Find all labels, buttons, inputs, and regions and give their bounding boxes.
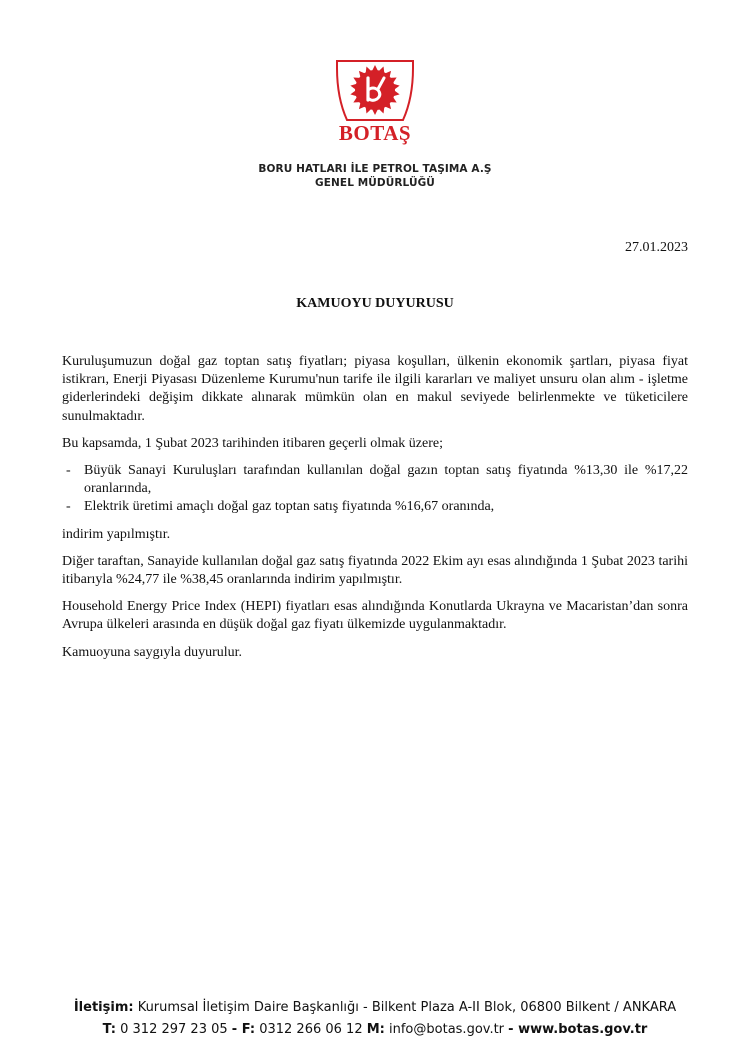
list-item-text: Büyük Sanayi Kuruluşları tarafından kullanılan doğal gazın toptan satış fiyatında %13,30 ile %17,22 oranlarında,	[84, 463, 688, 497]
company-name-line-2: GENEL MÜDÜRLÜĞÜ	[315, 177, 435, 189]
paragraph-closing: Kamuoyuna saygıyla duyurulur.	[62, 644, 243, 660]
contact-address: Kurumsal İletişim Daire Başkanlığı - Bilkent Plaza A-II Blok, 06800 Bilkent / ANKARA	[133, 1000, 677, 1015]
email-link[interactable]: info@botas.gov.tr	[384, 1022, 509, 1037]
botas-logo	[333, 58, 417, 150]
document-date: 27.01.2023	[625, 240, 688, 255]
paragraph-discount-made: indirim yapılmıştır.	[62, 526, 171, 542]
paragraph-industry-discount: Diğer taraftan, Sanayide kullanılan doğal gaz satış fiyatında 2022 Ekim ayı esas alındığında 1 Şubat 2023 tarihi itibarıyla %24,77 ile %38,45 oranlarında indirim yapılmıştır.	[62, 553, 688, 588]
company-name	[200, 162, 550, 190]
fax-number: 0312 266 06 12	[255, 1022, 367, 1037]
paragraph-scope: Bu kapsamda, 1 Şubat 2023 tarihinden itibaren geçerli olmak üzere;	[62, 435, 443, 451]
separator: -	[231, 1022, 242, 1037]
paragraph-hepi: Household Energy Price Index (HEPI) fiyatları esas alındığında Konutlarda Ukrayna ve Macaristan’dan sonra Avrupa ülkeleri arasında en düşük doğal gaz fiyatı ülkemizde uygulanmaktadır.	[62, 599, 688, 633]
list-item	[62, 498, 688, 516]
website-link[interactable]: www.botas.gov.tr	[518, 1022, 648, 1037]
paragraph-pricing-policy: Kuruluşumuzun doğal gaz toptan satış fiyatları; piyasa koşulları, ülkenin ekonomik şartları, piyasa fiyat istikrarı, Enerji Piyasası Düzenleme Kurumu'nun tarife ile ilgili kararları ve maliyet unsuru olan alım - işletme giderlerindeki değişim dikkate alınarak mümkün olan en makul seviyede belirlenmekte ve tüketicilere sunulmaktadır.	[62, 354, 688, 424]
logo-wordmark: BOTAŞ	[338, 121, 412, 145]
list-item-text: Elektrik üretimi amaçlı doğal gaz toptan satış fiyatında %16,67 oranında,	[84, 499, 495, 515]
phone-label: T:	[102, 1022, 116, 1037]
footer-address-line	[0, 997, 750, 1019]
list-item	[62, 462, 688, 498]
fax-label: F:	[241, 1022, 256, 1037]
document-body	[62, 353, 688, 671]
list-marker: -	[66, 499, 71, 515]
list-marker: -	[66, 463, 71, 479]
separator: -	[508, 1022, 519, 1037]
contact-label: İletişim:	[73, 1000, 134, 1015]
footer-contact	[0, 997, 750, 1041]
botas-emblem-icon	[333, 58, 417, 122]
company-name-line-1: BORU HATLARI İLE PETROL TAŞIMA A.Ş	[258, 163, 492, 175]
footer-phone-line	[0, 1019, 750, 1041]
phone-number: 0 312 297 23 05	[116, 1022, 232, 1037]
document-title: KAMUOYU DUYURUSU	[296, 296, 454, 311]
mail-label: M:	[366, 1022, 385, 1037]
discount-list	[62, 462, 688, 517]
